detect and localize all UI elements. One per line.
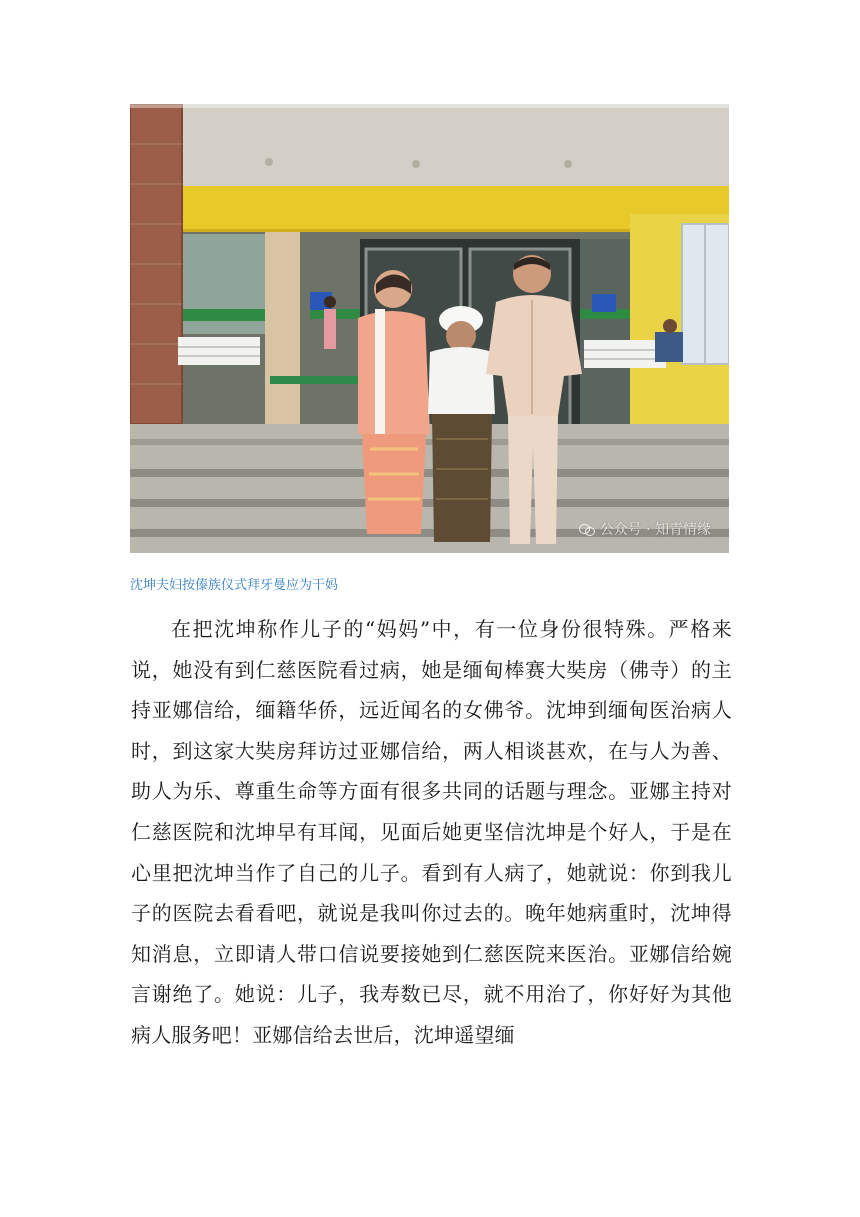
article-paragraph: 在把沈坤称作儿子的“妈妈”中，有一位身份很特殊。严格来说，她没有到仁慈医院看过病，她是缅甸棒赛大奘房（佛寺）的主持亚娜信给，缅籍华侨，远近闻名的女佛爷。沈坤到缅甸医治病人时，到这家大奘房拜访过亚娜信给，两人相谈甚欢，在与人为善、助人为乐、尊重生命等方面有很多共同的话题与理念。亚娜主持对仁慈医院和沈坤早有耳闻，见面后她更坚信沈坤是个好人，于是在心里把沈坤当作了自己的儿子。看到有人病了，她就说：你到我儿子的医院去看看吧，就说是我叫你过去的。晚年她病重时，沈坤得知消息，立即请人带口信说要接她到仁慈医院来医治。亚娜信给婉言谢绝了。她说：儿子，我寿数已尽，就不用治了，你好好为其他病人服务吧！亚娜信给去世后，沈坤遥望缅 <box>131 617 732 1047</box>
wechat-icon <box>579 523 595 536</box>
article-photo <box>130 104 729 553</box>
watermark-text: 公众号 · 知青情缘 <box>599 522 711 538</box>
watermark <box>579 519 711 539</box>
photo-caption: 沈坤夫妇按傣族仪式拜牙曼应为干妈 <box>130 578 339 593</box>
